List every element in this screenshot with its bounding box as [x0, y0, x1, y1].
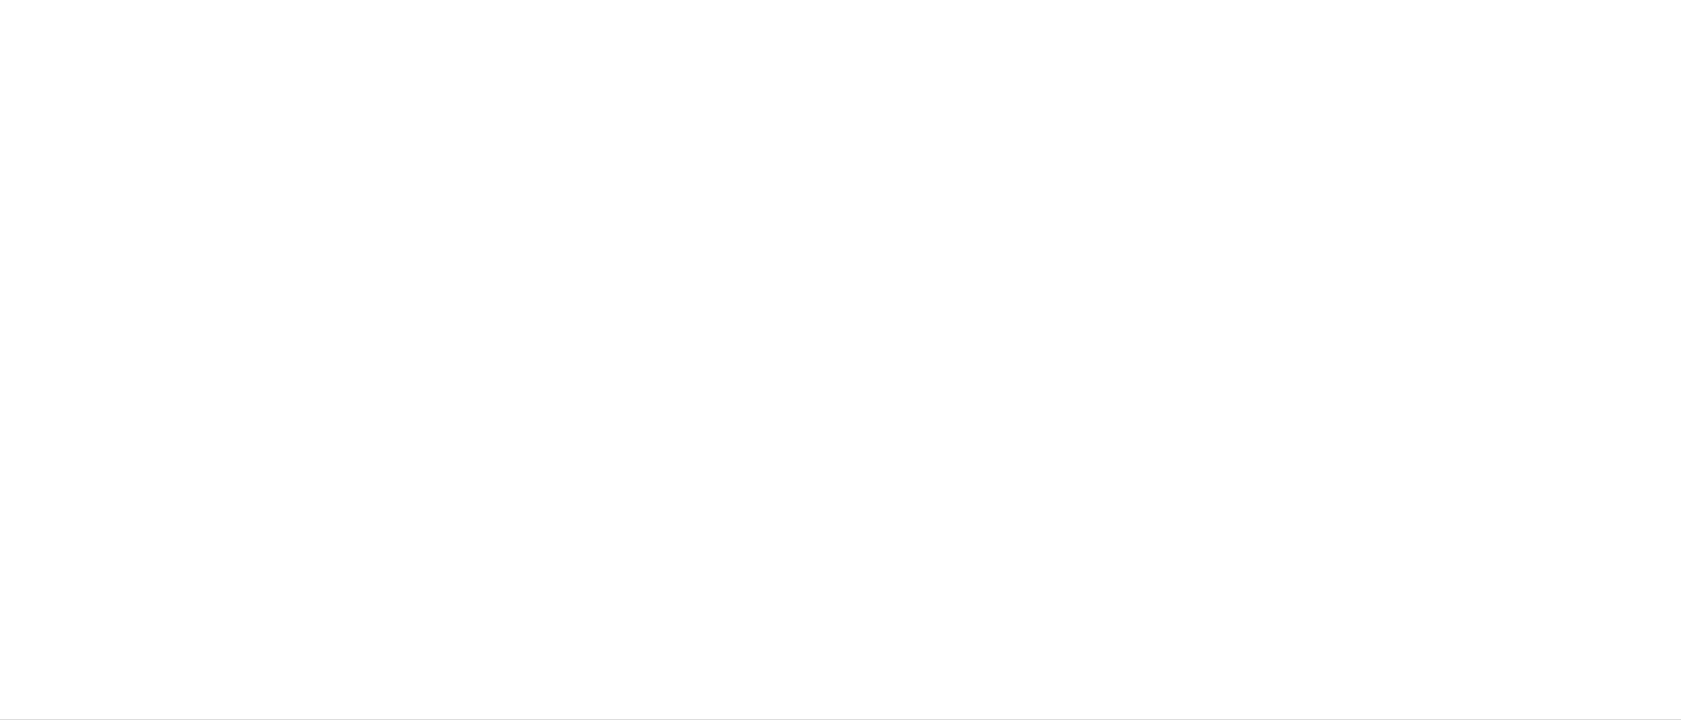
table-bottom-border [0, 719, 1681, 720]
